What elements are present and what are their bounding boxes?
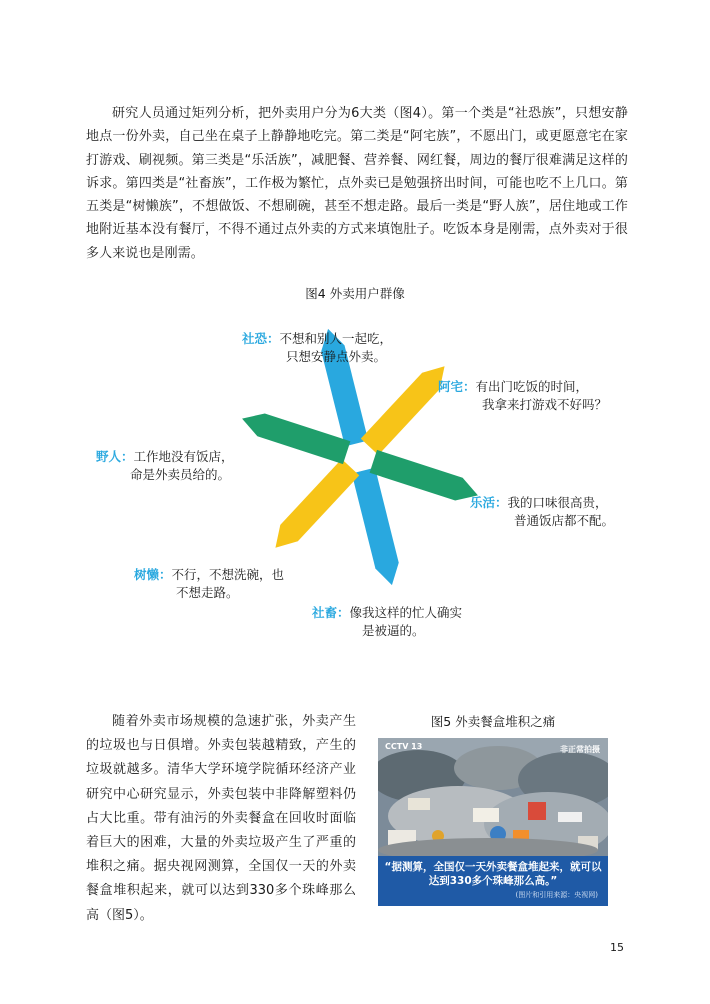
label-shechu xyxy=(312,604,462,640)
star-blade-green-left xyxy=(238,407,350,464)
page-number: 15 xyxy=(610,941,624,954)
label-shulan-name: 树懒： xyxy=(134,567,172,582)
body-paragraph-waste: 随着外卖市场规模的急速扩张，外卖产生的垃圾也与日俱增。外卖包装越精致，产生的垃圾就越多。清华大学环境学院循环经济产业研究中心研究显示，外卖包装中非降解塑料仍占大比重。带有油污的外卖餐盒在回收时面临着巨大的困难，大量的外卖垃圾产生了严重的堆积之痛。据央视网测算，全国仅一天的外卖餐盒堆积起来，就可以达到330多个珠峰那么高（图5）。 xyxy=(86,714,356,923)
label-shechu-line2: 是被逼的。 xyxy=(362,623,425,638)
label-azhai xyxy=(438,378,607,414)
label-azhai-name: 阿宅： xyxy=(438,379,476,394)
photo-caption-text: “据测算，全国仅一天外卖餐盒堆起来，就可以达到330多个珠峰那么高。” xyxy=(384,861,602,887)
label-shekong xyxy=(242,330,392,366)
program-tag: 非正常拍摄 xyxy=(560,745,600,754)
label-yeren-name: 野人： xyxy=(96,449,134,464)
label-shulan-line2: 不想走路。 xyxy=(176,585,239,600)
star-blade-yellow-bottom xyxy=(267,459,360,556)
figure5-photo xyxy=(378,738,608,906)
label-lehuo-name: 乐活： xyxy=(470,495,508,510)
star-blade-green-right xyxy=(370,450,482,507)
label-shekong-name: 社恐： xyxy=(242,331,280,346)
body-paragraph-user-types: 研究人员通过矩列分析，把外卖用户分为6大类（图4）。第一个类是“社恐族”，只想安静地点一份外卖，自己坐在桌子上静静地吃完。第二类是“阿宅族”，不愿出门，或更愿意宅在家打游戏、刷视频。第三类是“乐活族”，减肥餐、营养餐、网红餐，周边的餐厅很难满足这样的诉求。第四类是“社畜族”，工作极为繁忙，点外卖已是勉强挤出时间，可能也吃不上几口。第五类是“树懒族”，不想做饭、不想刷碗，甚至不想走路。最后一类是“野人族”，居住地或工作地附近基本没有餐厅，不得不通过点外卖的方式来填饱肚子。吃饭本身是刚需，点外卖对于很多人来说也是刚需。 xyxy=(86,106,628,261)
label-shekong-line1: 不想和别人一起吃， xyxy=(279,331,393,346)
label-shechu-line1: 像我这样的忙人确实 xyxy=(349,605,463,620)
figure5-title: 图5 外卖餐盒堆积之痛 xyxy=(430,714,556,729)
photo-caption-banner xyxy=(378,856,608,906)
label-shulan xyxy=(134,566,284,602)
label-lehuo-line1: 我的口味很高贵， xyxy=(507,495,608,510)
label-shulan-line1: 不行，不想洗碗，也 xyxy=(171,567,285,582)
label-azhai-line2: 我拿来打游戏不好吗？ xyxy=(482,397,608,412)
star-blade-blue-bottom xyxy=(352,468,404,588)
label-yeren-line1: 工作地没有饭店， xyxy=(133,449,234,464)
label-shekong-line2: 只想安静点外卖。 xyxy=(286,349,387,364)
label-yeren xyxy=(96,448,234,484)
label-lehuo xyxy=(470,494,614,530)
label-yeren-line2: 命是外卖员给的。 xyxy=(130,467,231,482)
label-shechu-name: 社畜： xyxy=(312,605,350,620)
label-lehuo-line2: 普通饭店都不配。 xyxy=(514,513,615,528)
figure4-title: 图4 外卖用户群像 xyxy=(305,286,405,301)
cctv-logo: CCTV 13 xyxy=(385,742,423,751)
label-azhai-line1: 有出门吃饭的时间， xyxy=(475,379,589,394)
photo-caption-source: (图片和引用来源：央视网) xyxy=(515,891,598,899)
